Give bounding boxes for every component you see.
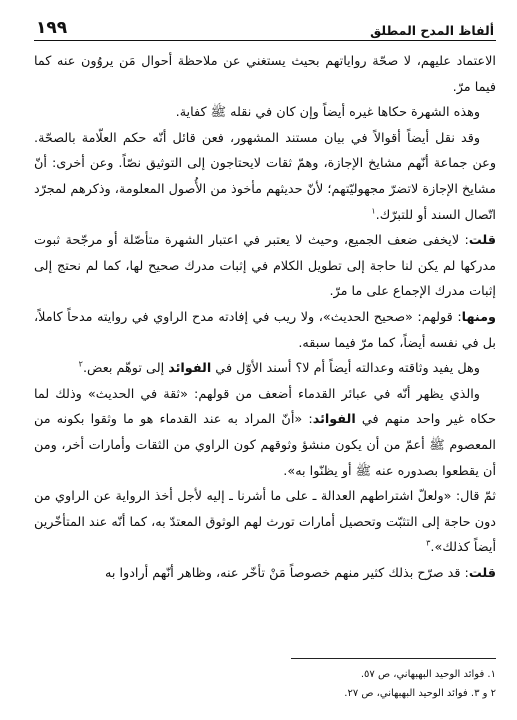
text-segment: والذي يظهر أنّه في عبائر القدماء أضعف من قولهم: «ثقة في الحديث» وذلك لما حكاه غير واحد منهم في	[34, 386, 497, 428]
paragraph-p3	[34, 126, 496, 228]
body-text	[34, 49, 496, 586]
document-page	[34, 8, 496, 712]
text-segment: : قد صرّح بذلك كثير منهم خصوصاً مَنْ تأخّر عنه، وظاهر أنّهم أرادوا به	[105, 565, 469, 581]
page-header	[34, 8, 496, 41]
paragraph-p1	[34, 49, 496, 100]
footnote-marker: ٢	[78, 359, 83, 369]
text-segment: : قولهم: «صحيح الحديث»، ولا ريب في إفادته مدح الراوي في روايته مدحاً كاملاً، بل في نفسه أيضاً، كما مرّ فيما سبقه.	[34, 309, 496, 351]
running-title: ألفاظ المدح المطلق	[370, 23, 494, 38]
paragraph-p9	[34, 561, 496, 587]
text-segment: وقد نقل أيضاً أقوالاً في بيان مستند المشهور، فعن قائل أنّه حكم العلّامة بالصحّة. وعن جماعة أنّهم مشايخ الإجازة، وهمّ ثقات لايحتاجون إلى التوثيق نصّاً. وعن أخرى: أنّ مشايخ الإجازة لاتضرّ مجهوليّتهم؛ لأنّ حديثهم مأخوذ من الأُصول المعلومة، وذكرهم لمجرّد اتّصال السند أو للتبرّك.	[34, 130, 496, 223]
footnote-fn1: ١. فوائد الوحيد البهبهاني، ص ٥٧.	[360, 669, 496, 680]
paragraph-p5	[34, 305, 496, 356]
text-segment: إلى توهّم بعض.	[82, 361, 169, 377]
footnote-fn2: ٢ و ٣. فوائد الوحيد البهبهاني، ص ٢٧.	[344, 688, 496, 699]
bold-term: الفوائد	[312, 412, 356, 428]
text-segment: الاعتماد عليهم، لا صحّة رواياتهم بحيث يستغني عن ملاحظة أحوال مَن يروُون عنه كما فيما مرّ.	[34, 54, 496, 95]
paragraph-p6	[34, 356, 496, 382]
paragraph-p7	[34, 382, 496, 484]
footnote-marker: ٣	[426, 539, 431, 549]
text-segment: وهذه الشهرة حكاها غيره أيضاً وإن كان في نقله ﷺ كفاية.	[175, 105, 480, 121]
footnote-marker: ١	[371, 206, 376, 216]
bold-term: قلت	[468, 565, 496, 581]
footnote-divider	[291, 658, 496, 659]
paragraph-p4	[34, 228, 496, 305]
paragraph-p2	[34, 100, 496, 126]
paragraph-p8	[34, 484, 496, 561]
bold-term: ومنها	[461, 309, 496, 325]
text-segment: ثمّ قال: «ولعلّ اشتراطهم العدالة ـ على ما أشرنا ـ إليه لأجل أخذ الرواية عن الراوي من دون حاجة إلى التثبّت وتحصيل أمارات تورث لهم الوثوق المعتدّ به، كما أنّه عند المتأخّرين أيضاً كذلك».	[34, 489, 496, 556]
bold-term: قلت	[468, 233, 496, 249]
text-segment: : لايخفى ضعف الجميع، وحيث لا يعتبر في اعتبار الشهرة متأصّلة أو مرجّحة ثبوت مدركها لم يكن لنا حاجة إلى تطويل الكلام في إثبات مدرك صحيح لها، كما لم نحتج إلى إثبات مدرك الإجماع على ما مرّ.	[34, 233, 496, 300]
text-segment: وهل يفيد وثاقته وعدالته أيضاً أم لا؟ أسند الأوّل في	[211, 361, 480, 377]
text-segment: : «أنّ المراد به عند القدماء هو ما وثقوا بكونه من المعصوم ﷺ أعمّ من أن يكون منشؤ وثوقهم كون الراوي من الثقات وأمارات أخر، ومن أن يقطعوا بصدوره عنه ﷺ أو يظنّوا به».	[34, 412, 496, 479]
page-number: ١٩٩	[36, 18, 68, 38]
bold-term: الفوائد	[168, 361, 212, 377]
footnotes	[34, 658, 496, 703]
